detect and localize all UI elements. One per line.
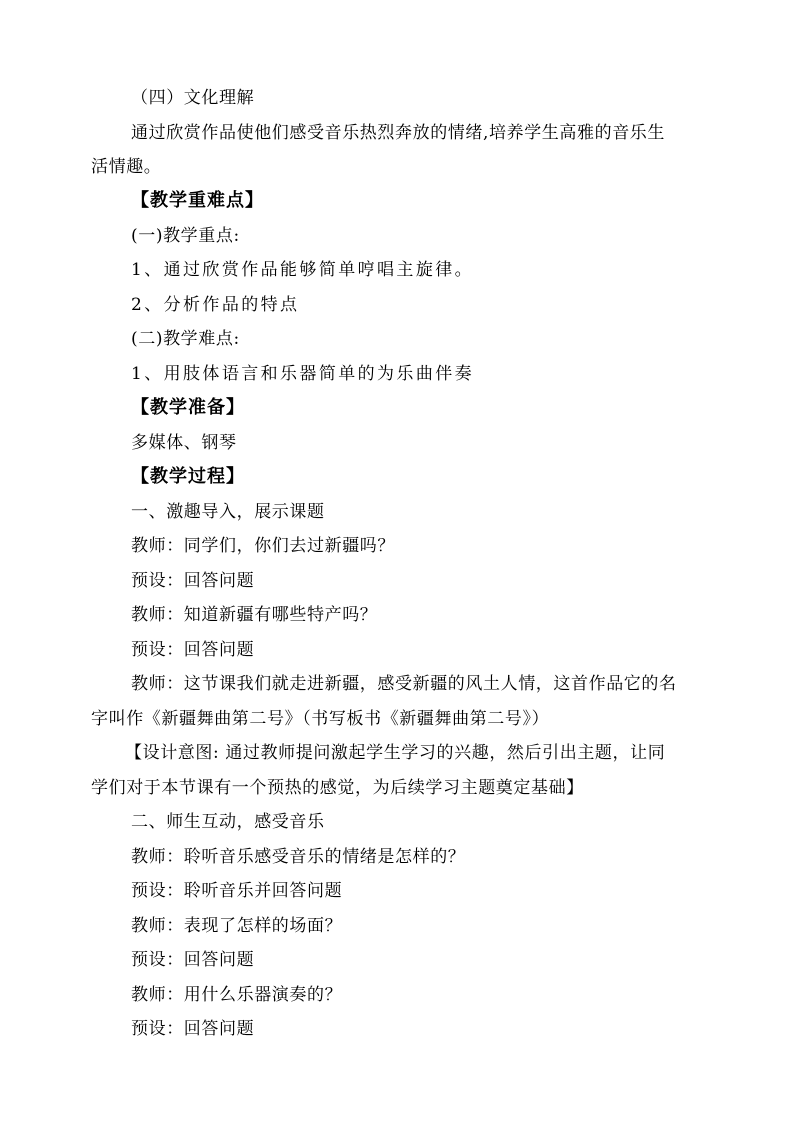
heading-preparation: 【教学准备】 <box>131 397 245 418</box>
dialogue-line: 教师：表现了怎样的场面？ <box>131 916 343 936</box>
dialogue-line: 字叫作《新疆舞曲第二号》（书写板书《新疆舞曲第二号》） <box>91 709 550 729</box>
list-item: 1、用肢体语言和乐器简单的为乐曲伴奏 <box>131 364 475 384</box>
dialogue-line: 教师：知道新疆有哪些特产吗？ <box>131 605 378 625</box>
dialogue-line: 教师：同学们，你们去过新疆吗？ <box>131 536 395 556</box>
step-heading: 二、师生互动，感受音乐 <box>131 812 325 832</box>
design-intent-note: 学们对于本节课有一个预热的感觉，为后续学习主题奠定基础】 <box>91 778 584 798</box>
dialogue-line: 预设：回答问题 <box>131 1019 255 1039</box>
dialogue-line: 教师：用什么乐器演奏的？ <box>131 985 343 1005</box>
paragraph-line: 活情趣。 <box>91 157 162 177</box>
dialogue-line: 教师：这节课我们就走进新疆，感受新疆的风土人情，这首作品它的名 <box>131 674 677 694</box>
dialogue-line: 预设：回答问题 <box>131 640 255 660</box>
section-heading-culture: （四）文化理解 <box>131 88 255 108</box>
dialogue-line: 预设：回答问题 <box>131 571 255 591</box>
paragraph-line: 多媒体、钢琴 <box>131 433 237 453</box>
paragraph-line: 通过欣赏作品使他们感受音乐热烈奔放的情绪,培养学生高雅的音乐生 <box>131 123 666 143</box>
list-item: 1、通过欣赏作品能够简单哼唱主旋律。 <box>131 260 475 280</box>
heading-process: 【教学过程】 <box>131 466 245 487</box>
dialogue-line: 预设：聆听音乐并回答问题 <box>131 881 343 901</box>
subheading-key-points: (一)教学重点: <box>131 226 240 246</box>
list-item: 2、分析作品的特点 <box>131 295 300 315</box>
design-intent-note: 【设计意图: 通过教师提问激起学生学习的兴趣，然后引出主题，让同 <box>125 743 666 763</box>
heading-key-points: 【教学重难点】 <box>131 190 264 211</box>
subheading-difficulties: (二)教学难点: <box>131 329 240 349</box>
dialogue-line: 教师：聆听音乐感受音乐的情绪是怎样的？ <box>131 847 466 867</box>
dialogue-line: 预设：回答问题 <box>131 950 255 970</box>
step-heading: 一、激趣导入，展示课题 <box>131 502 325 522</box>
